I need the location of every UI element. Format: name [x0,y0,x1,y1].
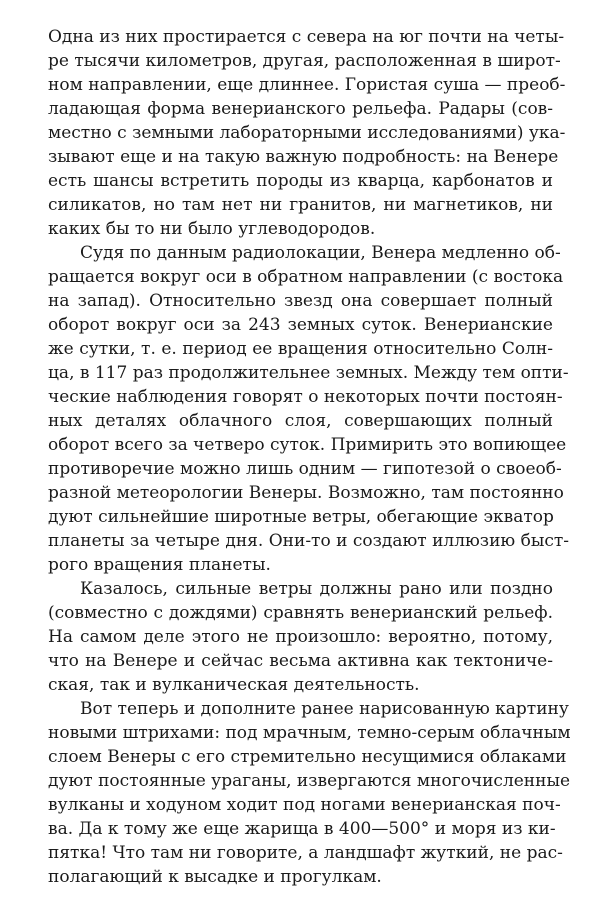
text-line: На самом деле этого не произошло: вероятно, потому, [48,627,553,647]
text-line: Вот теперь и дополните ранее нарисованную картину [80,699,569,719]
text-line: планеты за четыре дня. Они-то и создают иллюзию быст- [48,531,570,551]
text-line: Судя по данным радиолокации, Венера медленно об- [80,243,561,263]
text-line: оборот вокруг оси за 243 земных суток. Венерианские [48,315,553,335]
text-line: ладающая форма венерианского рельефа. Радары (сов- [48,99,553,119]
text-line: что на Венере и сейчас весьма активна как тектониче- [48,651,553,671]
text-line: ческие наблюдения говорят о некоторых почти постоян- [48,387,563,407]
text-line: рого вращения планеты. [48,555,271,575]
text-line: же сутки, т. е. период ее вращения относительно Солн- [48,339,553,359]
text-line: силикатов, но там нет ни гранитов, ни магнетиков, ни [48,195,553,215]
text-line: новыми штрихами: под мрачным, темно-серым облачным [48,723,571,743]
text-line: пятка! Что там ни говорите, а ландшафт жуткий, не рас- [48,843,563,863]
text-line: ре тысячи километров, другая, расположенная в широт- [48,51,561,71]
text-line: есть шансы встретить породы из кварца, карбонатов и [48,171,553,191]
text-line: зывают еще и на такую важную подробность: на Венере [48,147,559,167]
text-line: противоречие можно лишь одним — гипотезой о своеоб- [48,459,562,479]
text-line: дуют сильнейшие широтные ветры, обегающие экватор [48,507,554,527]
text-line: ская, так и вулканическая деятельность. [48,675,420,695]
text-line: (совместно с дождями) сравнять венерианский рельеф. [48,603,553,623]
text-line: местно с земными лабораторными исследованиями) ука- [48,123,566,143]
text-line: ных деталях облачного слоя, совершающих полный [48,411,553,431]
text-line: ва. Да к тому же еще жарища в 400—500° и моря из ки- [48,819,556,839]
text-line: разной метеорологии Венеры. Возможно, там постоянно [48,483,564,503]
text-line: Казалось, сильные ветры должны рано или поздно [80,579,553,599]
text-line: полагающий к высадке и прогулкам. [48,867,382,887]
text-line: ном направлении, еще длиннее. Гористая суша — преоб- [48,75,566,95]
text-line: Одна из них простирается с севера на юг почти на четы- [48,27,565,47]
text-line: дуют постоянные ураганы, извергаются многочисленные [48,771,571,791]
text-line: ращается вокруг оси в обратном направлении (с востока [48,267,564,287]
text-line: каких бы то ни было углеводородов. [48,219,376,239]
text-line: на запад). Относительно звезд она совершает полный [48,291,553,311]
text-line: ца, в 117 раз продолжительнее земных. Между тем опти- [48,363,569,383]
text-line: оборот всего за четверо суток. Примирить это вопиющее [48,435,567,455]
text-line: слоем Венеры с его стремительно несущимися облаками [48,747,567,767]
text-line: вулканы и ходуном ходит под ногами венерианская поч- [48,795,561,815]
